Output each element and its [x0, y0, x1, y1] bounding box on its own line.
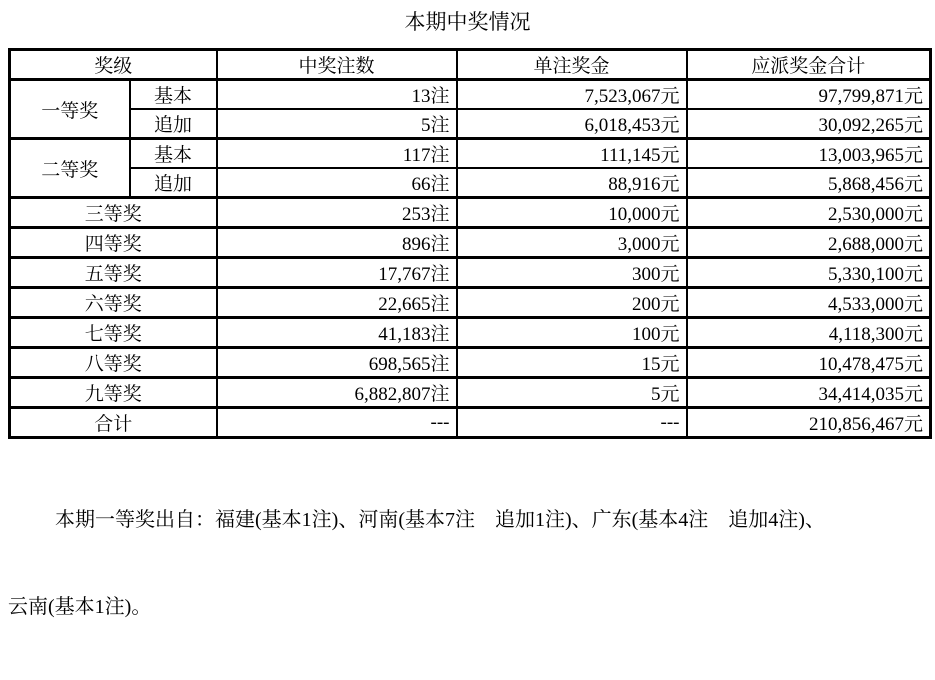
prize-level-cell: 七等奖 [10, 318, 217, 348]
table-row [10, 378, 931, 408]
note-line-2: 云南(基本1注)。 [8, 596, 152, 618]
table-header-row [10, 50, 931, 80]
prize-cell: 200元 [457, 288, 687, 318]
total-cell: 2,530,000元 [687, 198, 931, 228]
table-row [10, 318, 931, 348]
count-cell: 41,183注 [217, 318, 457, 348]
count-cell: 13注 [217, 80, 457, 110]
sub-type-cell: 追加 [130, 109, 217, 139]
total-cell: 13,003,965元 [687, 139, 931, 169]
prize-level-cell: 八等奖 [10, 348, 217, 378]
page-title: 本期中奖情况 [404, 10, 531, 34]
table-row-total [10, 408, 931, 438]
table-row [10, 258, 931, 288]
count-cell: --- [217, 408, 457, 438]
total-label-cell: 合计 [10, 408, 217, 438]
prize-cell: 300元 [457, 258, 687, 288]
table-row [10, 288, 931, 318]
total-cell: 4,533,000元 [687, 288, 931, 318]
table-row [10, 80, 931, 110]
total-cell: 34,414,035元 [687, 378, 931, 408]
count-cell: 253注 [217, 198, 457, 228]
sub-type-cell: 追加 [130, 168, 217, 198]
prize-cell: 6,018,453元 [457, 109, 687, 139]
table-row [10, 198, 931, 228]
count-cell: 117注 [217, 139, 457, 169]
total-cell: 210,856,467元 [687, 408, 931, 438]
prize-level-cell: 五等奖 [10, 258, 217, 288]
count-cell: 6,882,807注 [217, 378, 457, 408]
prize-table [8, 48, 932, 439]
sub-type-cell: 基本 [130, 139, 217, 169]
prize-cell: 3,000元 [457, 228, 687, 258]
table-row [10, 168, 931, 198]
header-winning-bets: 中奖注数 [217, 50, 457, 80]
header-prize-level: 奖级 [10, 50, 217, 80]
note-line-1: 本期一等奖出自：福建(基本1注)、河南(基本7注 追加1注)、广东(基本4注 追加4注)、 [55, 509, 825, 531]
table-row [10, 109, 931, 139]
prize-cell: 7,523,067元 [457, 80, 687, 110]
table-row [10, 139, 931, 169]
prize-level-cell: 九等奖 [10, 378, 217, 408]
count-cell: 22,665注 [217, 288, 457, 318]
total-cell: 10,478,475元 [687, 348, 931, 378]
count-cell: 698,565注 [217, 348, 457, 378]
header-total-payout: 应派奖金合计 [687, 50, 931, 80]
prize-level-cell: 三等奖 [10, 198, 217, 228]
total-cell: 30,092,265元 [687, 109, 931, 139]
total-cell: 5,330,100元 [687, 258, 931, 288]
count-cell: 17,767注 [217, 258, 457, 288]
first-prize-origin-note [8, 448, 928, 680]
count-cell: 66注 [217, 168, 457, 198]
table-row [10, 228, 931, 258]
count-cell: 5注 [217, 109, 457, 139]
prize-cell: 10,000元 [457, 198, 687, 228]
prize-level-cell: 六等奖 [10, 288, 217, 318]
prize-level-cell: 四等奖 [10, 228, 217, 258]
header-single-prize: 单注奖金 [457, 50, 687, 80]
table-row [10, 348, 931, 378]
total-cell: 4,118,300元 [687, 318, 931, 348]
count-cell: 896注 [217, 228, 457, 258]
prize-level-cell: 二等奖 [10, 139, 130, 198]
prize-cell: 88,916元 [457, 168, 687, 198]
prize-cell: 5元 [457, 378, 687, 408]
prize-level-cell: 一等奖 [10, 80, 130, 139]
sub-type-cell: 基本 [130, 80, 217, 110]
total-cell: 97,799,871元 [687, 80, 931, 110]
prize-cell: 15元 [457, 348, 687, 378]
total-cell: 2,688,000元 [687, 228, 931, 258]
prize-cell: --- [457, 408, 687, 438]
prize-cell: 100元 [457, 318, 687, 348]
prize-cell: 111,145元 [457, 139, 687, 169]
total-cell: 5,868,456元 [687, 168, 931, 198]
